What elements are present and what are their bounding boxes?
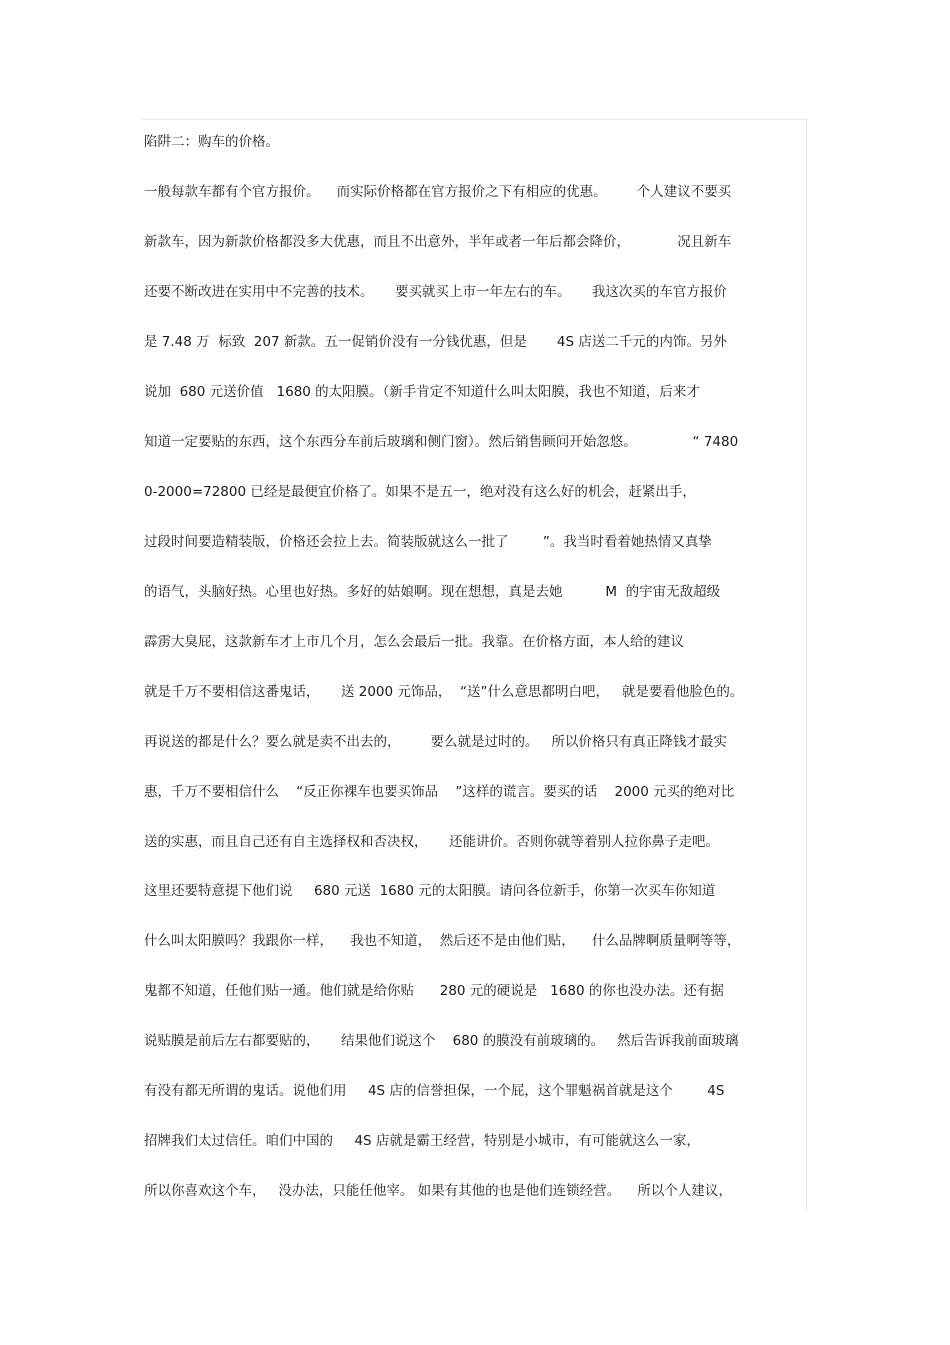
paragraph-line: 鬼都不知道，任他们贴一通。他们就是给你贴 280 元的硬说是 1680 的你也没办法。还有据 (144, 983, 724, 999)
paragraph-line: 说加 680 元送价值 1680 的太阳膜。（新手肯定不知道什么叫太阳膜，我也不知道，后来才 (144, 384, 700, 400)
paragraph-line: 还要不断改进在实用中不完善的技术。 要买就买上市一年左右的车。 我这次买的车官方报价 (144, 284, 727, 300)
paragraph-line: 有没有都无所谓的鬼话。说他们用 4S 店的信誉担保，一个屁，这个罪魁祸首就是这个 4S (144, 1083, 725, 1099)
paragraph-line: 是 7.48 万 标致 207 新款。五一促销价没有一分钱优惠，但是 4S 店送二千元的内饰。另外 (144, 334, 727, 350)
paragraph-line: 说贴膜是前后左右都要贴的， 结果他们说这个 680 的膜没有前玻璃的。 然后告诉我前面玻璃 (144, 1033, 739, 1049)
paragraph-line: 知道一定要贴的东西，这个东西分车前后玻璃和侧门窗）。然后销售顾问开始忽悠。 “ 7480 (144, 434, 739, 450)
paragraph-line: 一般每款车都有个官方报价。 而实际价格都在官方报价之下有相应的优惠。 个人建议不要买 (144, 184, 732, 200)
paragraph-line: 再说送的都是什么？要么就是卖不出去的， 要么就是过时的。 所以价格只有真正降钱才最实 (144, 734, 727, 750)
paragraph-line: 就是千万不要相信这番鬼话， 送 2000 元饰品， “送”什么意思都明白吧， 就是要看他脸色的。 (144, 684, 744, 700)
paragraph-line: 过段时间要造精装版，价格还会拉上去。简装版就这么一批了 ”。我当时看着她热情又真挚 (144, 534, 712, 550)
paragraph-line: 这里还要特意提下他们说 680 元送 1680 元的太阳膜。请问各位新手，你第一次买车你知道 (144, 883, 716, 899)
paragraph-line: 新款车，因为新款价格都没多大优惠，而且不出意外，半年或者一年后都会降价， 况且新车 (144, 234, 732, 250)
paragraph-line: 招牌我们太过信任。咱们中国的 4S 店就是霸王经营，特别是小城市，有可能就这么一家， (144, 1133, 700, 1149)
paragraph-line: 的语气，头脑好热。心里也好热。多好的姑娘啊。现在想想，真是去她 M 的宇宙无敌超级 (144, 584, 721, 600)
paragraph-line: 什么叫太阳膜吗？我跟你一样， 我也不知道， 然后还不是由他们贴， 什么品牌啊质量啊等等， (144, 933, 741, 949)
paragraph-line: 0-2000=72800 已经是最便宜价格了。如果不是五一，绝对没有这么好的机会，赶紧出手， (144, 484, 696, 500)
paragraph-line: 所以你喜欢这个车， 没办法，只能任他宰。 如果有其他的也是他们连锁经营。 所以个人建议， (144, 1183, 732, 1199)
paragraph-line: 惠，千万不要相信什么 “反正你裸车也要买饰品 ”这样的谎言。要买的话 2000 元买的绝对比 (144, 784, 735, 800)
paragraph-line: 霹雳大臭屁，这款新车才上市几个月，怎么会最后一批。我靠。在价格方面，本人给的建议 (144, 634, 684, 650)
paragraph-line: 送的实惠，而且自己还有自主选择权和否决权， 还能讲价。否则你就等着别人拉你鼻子走吧。 (144, 834, 719, 850)
section-heading: 陷阱二：购车的价格。 (144, 134, 279, 150)
